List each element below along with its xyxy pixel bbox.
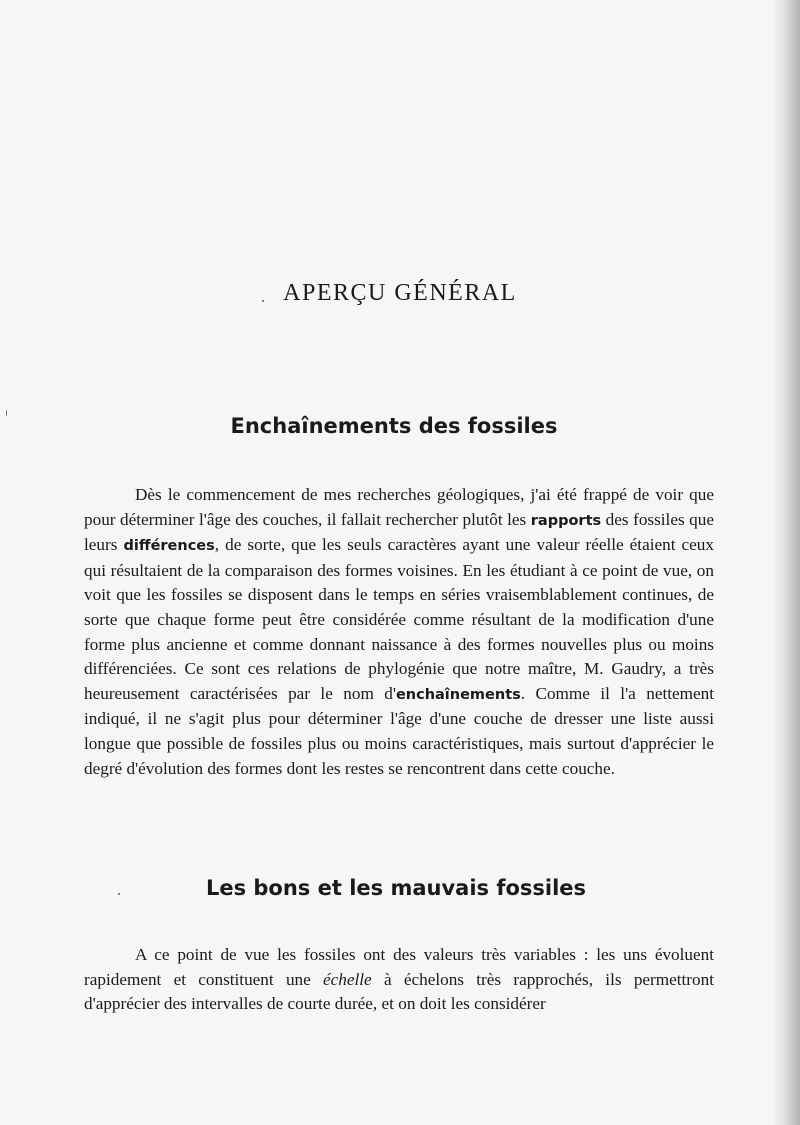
section-heading-enchainements: Enchaînements des fossiles bbox=[230, 414, 558, 438]
section-heading-bons-mauvais-fossiles: Les bons et les mauvais fossiles bbox=[205, 876, 587, 900]
text-run: à échelons très rapprochés, ils permettront d'apprécier des intervalles de courte durée, et on doit les considérer bbox=[84, 969, 714, 1014]
text-run: . Comme il l'a nettement indiqué, il ne s'agit plus pour déterminer l'âge d'une couche de dresser une liste aussi longue que possible de fossiles plus ou moins caractéristiques, mais surtout d'apprécier le degré d'évolution des formes dont les restes se rencontrent dans cette couche. bbox=[84, 683, 714, 778]
scan-speck bbox=[262, 300, 264, 302]
bold-term-differences: différences bbox=[123, 538, 215, 555]
bold-term-enchainements: enchaînements bbox=[395, 686, 521, 703]
italic-term-echelle: échelle bbox=[323, 969, 372, 989]
scan-speck bbox=[6, 410, 7, 416]
page-edge-shadow bbox=[772, 0, 800, 1125]
text-run: des fossiles que leurs bbox=[84, 509, 714, 555]
paragraph-bons-mauvais-fossiles bbox=[84, 943, 714, 1017]
text-run: Dès le commencement de mes recherches géologiques, j'ai été frappé de voir que pour déterminer l'âge des couches, il fallait rechercher plutôt les bbox=[84, 485, 714, 529]
paragraph-enchainements bbox=[84, 483, 714, 781]
text-run: A ce point de vue les fossiles ont des valeurs très variables : les uns évoluent rapidement et constituent une bbox=[84, 945, 714, 989]
page-title: APERÇU GÉNÉRAL bbox=[283, 280, 517, 306]
scan-speck bbox=[118, 893, 120, 895]
bold-term-rapports: rapports bbox=[530, 512, 602, 529]
text-run: , de sorte, que les seuls caractères ayant une valeur réelle étaient ceux qui résultaient de la comparaison des formes voisines. En les étudiant à ce point de vue, on voit que les fossiles se disposent dans le temps en séries vraisemblablement continues, de sorte que chaque forme peut être considérée comme résultant de la modification d'une forme plus ancienne et comme donnant naissance à des formes nouvelles plus ou moins différenciées. Ce sont ces relations de phylogénie que notre maître, M. Gaudry, a très heureusement caractérisées par le nom d' bbox=[84, 535, 714, 703]
